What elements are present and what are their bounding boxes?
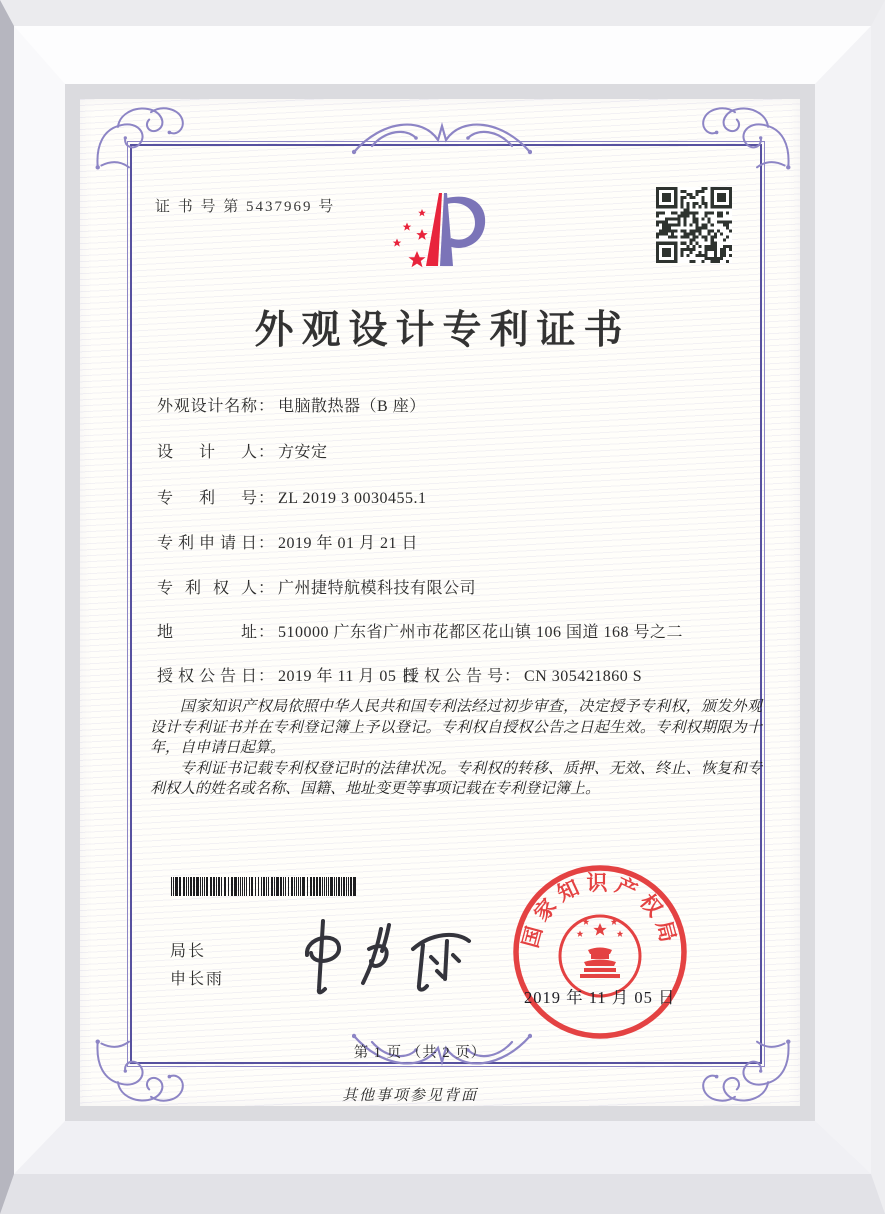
field-value: ZL 2019 3 0030455.1 [278, 490, 427, 507]
official-red-seal-icon [508, 860, 692, 1044]
grant-date-group [157, 668, 417, 685]
field-row-address [157, 619, 767, 643]
field-value: 510000 广东省广州市花都区花山镇 106 国道 168 号之二 [278, 624, 684, 641]
field-row-patent-number [157, 485, 767, 509]
field-colon: ： [258, 668, 275, 685]
field-colon: ： [258, 398, 275, 415]
seal-date: 2019 年 11 月 05 日 [524, 988, 676, 1007]
field-row-filing-date [157, 530, 767, 554]
field-label: 专利申请日 [157, 535, 257, 552]
legal-paragraph: 国家知识产权局依照中华人民共和国专利法经过初步审查，决定授予专利权，颁发外观设计专利证书并在专利登记簿上予以登记。专利权自授权公告之日起生效。专利权期限为十年，自申请日起算。 [150, 699, 762, 756]
logo-stars [393, 209, 428, 267]
field-value: CN 305421860 S [524, 668, 643, 685]
field-label: 授权公告日 [157, 668, 257, 685]
field-label: 授权公告号 [403, 668, 503, 685]
field-colon: ： [258, 490, 275, 507]
field-label: 外观设计名称 [157, 398, 257, 415]
field-colon: ： [258, 535, 275, 552]
field-value: 2019 年 11 月 05 日 [278, 668, 418, 685]
grant-number-group [403, 663, 642, 686]
flourish-top-center-icon [352, 112, 532, 156]
barcode-icon [171, 877, 357, 896]
legal-paragraph: 专利证书记载专利权登记时的法律状况。专利权的转移、质押、无效、终止、恢复和专利权人的姓名或名称、国籍、地址变更等事项记载在专利登记簿上。 [150, 760, 762, 797]
back-note: 其他事项参见背面 [341, 1088, 478, 1104]
flourish-bottom-right-icon [700, 1038, 792, 1106]
field-label: 设计人 [157, 444, 257, 461]
flourish-top-right-icon [700, 103, 792, 171]
field-value: 广州捷特航模科技有限公司 [278, 580, 477, 597]
field-value: 方安定 [278, 444, 328, 461]
field-row-designer [157, 439, 767, 463]
field-colon: ： [258, 624, 275, 641]
field-colon: ： [504, 668, 521, 685]
field-label: 地址 [157, 624, 257, 641]
field-value: 2019 年 01 月 21 日 [278, 535, 419, 552]
field-value: 电脑散热器（B 座） [278, 398, 426, 415]
signer-title: 局长 [170, 943, 207, 960]
cnipa-logo-icon [385, 190, 495, 280]
field-label: 专利权人 [157, 580, 257, 597]
signer-name: 申长雨 [170, 971, 225, 988]
field-row-design-name [157, 393, 767, 417]
field-colon: ： [258, 580, 275, 597]
field-row-grant [157, 663, 767, 687]
handwritten-signature-icon [285, 915, 480, 995]
svg-text:国家知识产权局 [518, 871, 681, 950]
page-number: 第 1 页 （共 2 页） [353, 1045, 487, 1061]
flourish-top-left-icon [94, 103, 186, 171]
seal-ring-text: 国家知识产权局 [518, 871, 682, 951]
certificate-title: 外观设计专利证书 [254, 309, 631, 352]
flourish-bottom-left-icon [94, 1038, 186, 1106]
field-row-patentee [157, 575, 767, 599]
legal-text [150, 697, 762, 800]
field-colon: ： [258, 444, 275, 461]
seal-emblem [560, 916, 640, 996]
qr-code [656, 187, 732, 263]
certificate-number: 证 书 号 第 5437969 号 [155, 199, 336, 215]
field-label: 专利号 [157, 490, 257, 507]
